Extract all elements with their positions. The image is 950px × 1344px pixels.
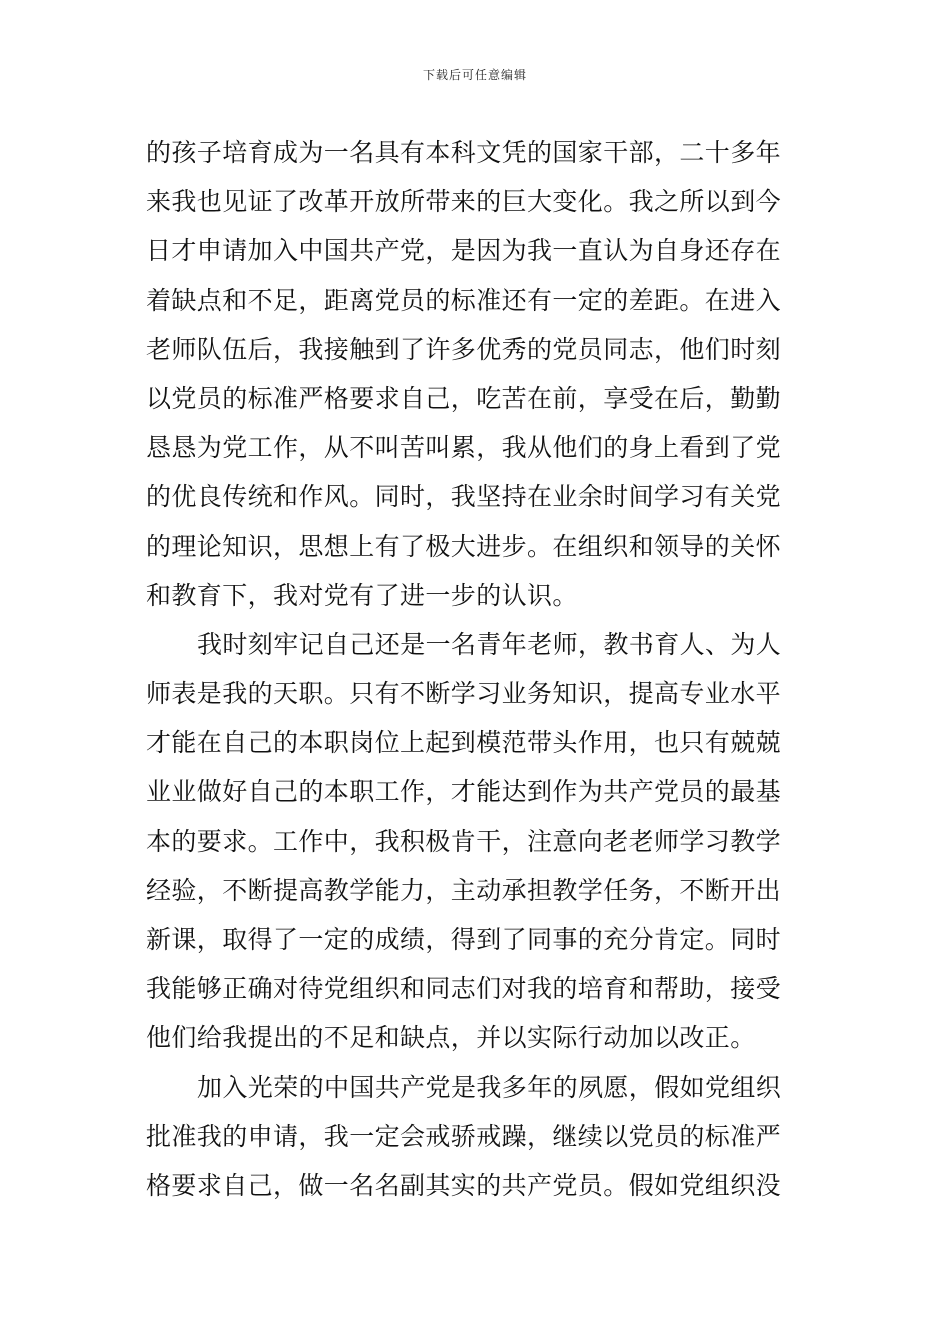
text-line: 本的要求。工作中，我积极肯干，注意向老老师学习教学 xyxy=(146,826,782,856)
text-line: 恳恳为党工作，从不叫苦叫累，我从他们的身上看到了党 xyxy=(146,433,782,463)
text-line: 批准我的申请，我一定会戒骄戒躁，继续以党员的标准严 xyxy=(146,1121,782,1151)
text-line: 和教育下，我对党有了进一步的认识。 xyxy=(146,580,578,610)
text-line: 经验，不断提高教学能力，主动承担教学任务，不断开出 xyxy=(146,875,782,905)
text-line: 以党员的标准严格要求自己，吃苦在前，享受在后，勤勤 xyxy=(146,383,782,413)
text-line: 的优良传统和作风。同时，我坚持在业余时间学习有关党 xyxy=(146,482,782,512)
text-line: 他们给我提出的不足和缺点，并以实际行动加以改正。 xyxy=(146,1023,756,1053)
text-line: 的孩子培育成为一名具有本科文凭的国家干部，二十多年 xyxy=(146,138,782,167)
text-line: 我能够正确对待党组织和同志们对我的培育和帮助，接受 xyxy=(146,974,782,1004)
text-line: 新课，取得了一定的成绩，得到了同事的充分肯定。同时 xyxy=(146,925,782,954)
text-line: 着缺点和不足，距离党员的标准还有一定的差距。在进入 xyxy=(146,285,782,315)
text-line: 格要求自己，做一名名副其实的共产党员。假如党组织没 xyxy=(146,1170,782,1200)
text-line: 日才申请加入中国共产党，是因为我一直认为自身还存在 xyxy=(146,236,782,266)
text-line: 才能在自己的本职岗位上起到模范带头作用，也只有兢兢 xyxy=(146,728,782,758)
text-line: 来我也见证了改革开放所带来的巨大变化。我之所以到今 xyxy=(146,187,782,217)
text-line: 的理论知识，思想上有了极大进步。在组织和领导的关怀 xyxy=(146,531,782,561)
paragraph-first-line: 加入光荣的中国共产党是我多年的夙愿，假如党组织 xyxy=(197,1072,782,1102)
text-line: 业业做好自己的本职工作，才能达到作为共产党员的最基 xyxy=(146,777,782,807)
text-line: 师表是我的天职。只有不断学习业务知识，提高专业水平 xyxy=(146,679,782,709)
page-header-note: 下载后可任意编辑 xyxy=(422,68,527,82)
document-body xyxy=(146,128,806,1210)
text-line: 老师队伍后，我接触到了许多优秀的党员同志，他们时刻 xyxy=(146,334,782,364)
paragraph-first-line: 我时刻牢记自己还是一名青年老师，教书育人、为人 xyxy=(197,629,782,659)
